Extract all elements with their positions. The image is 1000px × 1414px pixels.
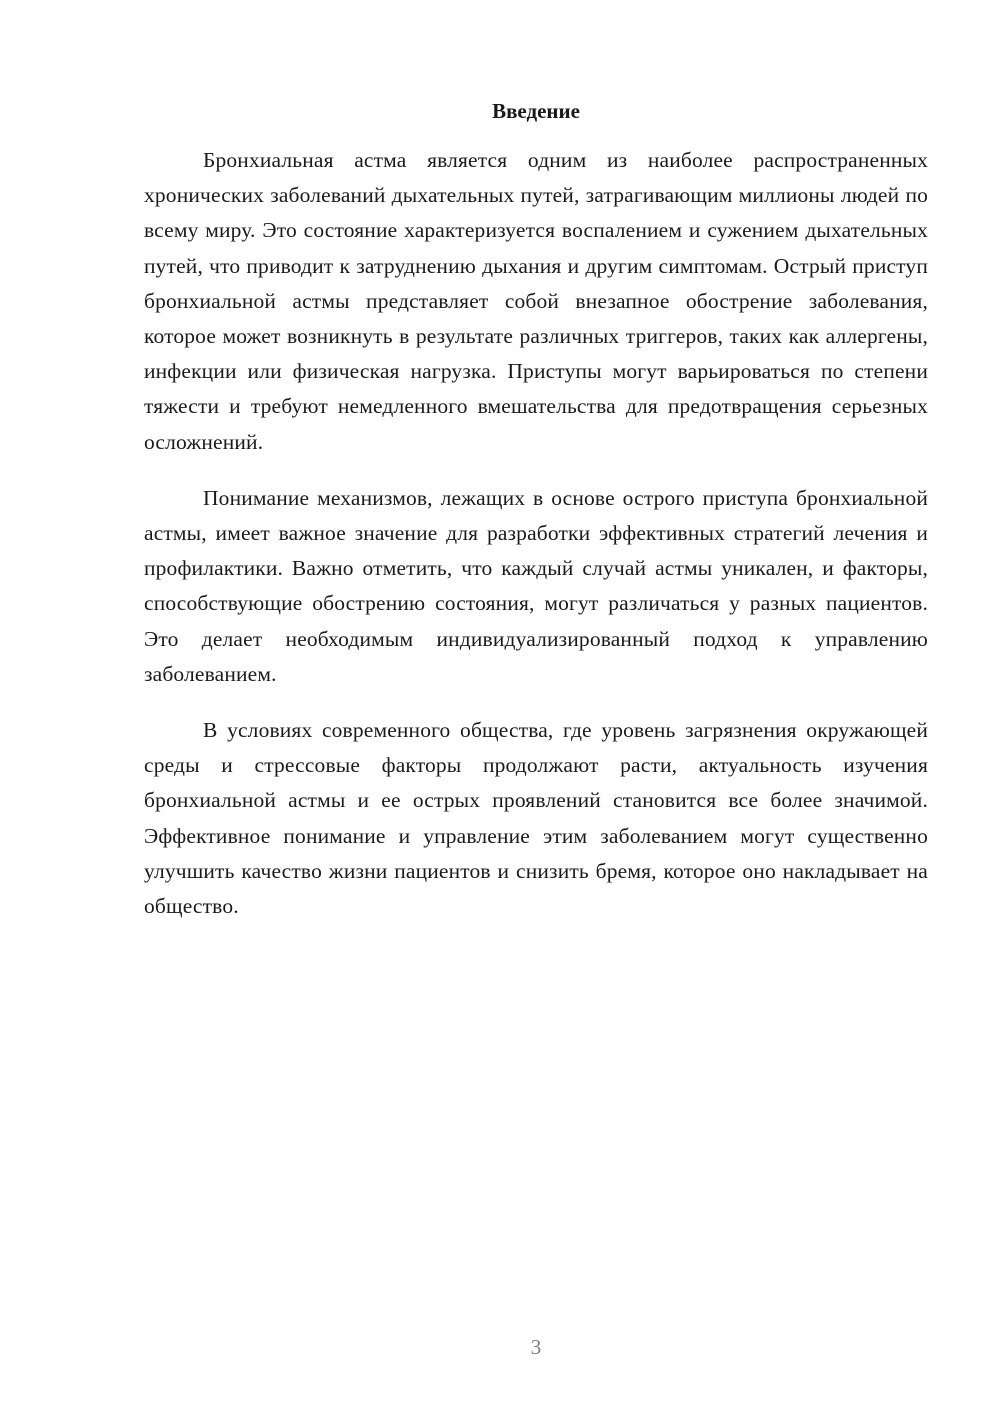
- paragraph-2: Понимание механизмов, лежащих в основе острого приступа бронхиальной астмы, имеет важное значение для разработки эффективных стратегий лечения и профилактики. Важно отметить, что каждый случай астмы уникален, и факторы, способствующие обострению состояния, могут различаться у разных пациентов. Это делает необходимым индивидуализированный подход к управлению заболеванием.: [144, 485, 928, 686]
- page-number: 3: [530, 1335, 542, 1359]
- paragraph-3: В условиях современного общества, где уровень загрязнения окружающей среды и стрессовые факторы продолжают расти, актуальность изучения бронхиальной астмы и ее острых проявлений становится все более значимой. Эффективное понимание и управление этим заболеванием могут существенно улучшить качество жизни пациентов и снизить бремя, которое оно накладывает на общество.: [144, 718, 928, 919]
- paragraph-1: Бронхиальная астма является одним из наиболее распространенных хронических заболеваний дыхательных путей, затрагивающим миллионы людей по всему миру. Это состояние характеризуется воспалением и сужением дыхательных путей, что приводит к затруднению дыхания и другим симптомам. Острый приступ бронхиальной астмы представляет собой внезапное обострение заболевания, которое может возникнуть в результате различных триггеров, таких как аллергены, инфекции или физическая нагрузка. Приступы могут варьироваться по степени тяжести и требуют немедленного вмешательства для предотвращения серьезных осложнений.: [144, 148, 928, 454]
- body-text: [144, 143, 928, 945]
- page-title: Введение: [492, 99, 580, 123]
